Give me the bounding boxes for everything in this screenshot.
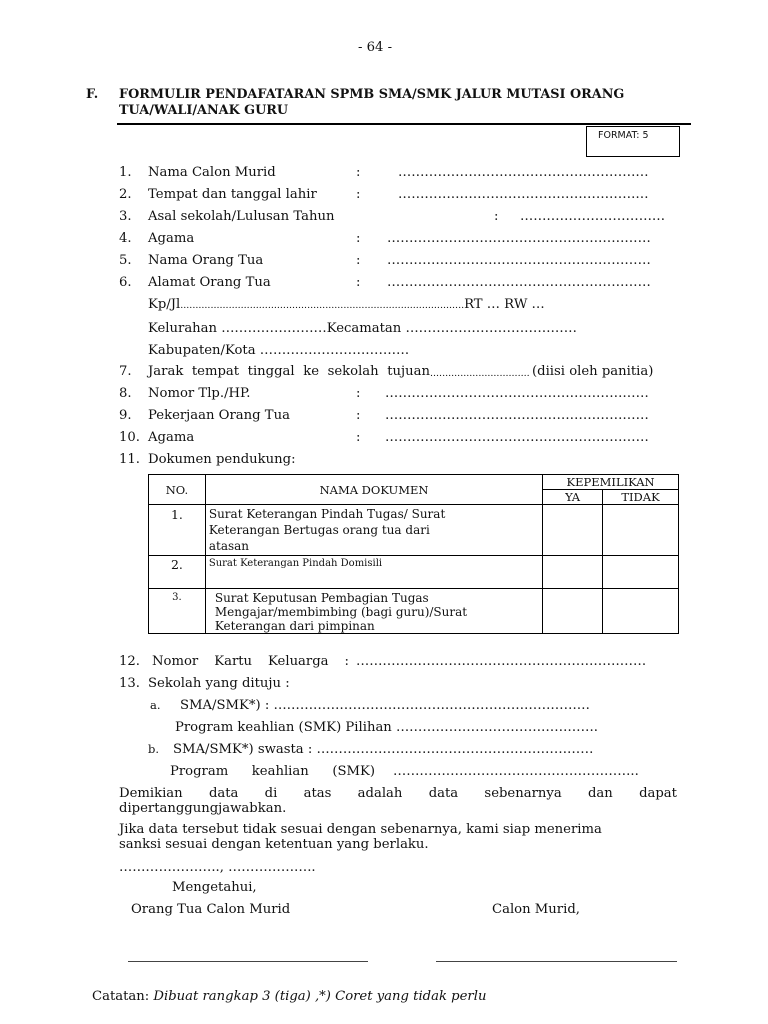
field-label: Agama xyxy=(148,231,195,246)
document-name xyxy=(205,556,542,589)
col-header-name: NAMA DOKUMEN xyxy=(205,475,542,505)
field-number: 4. xyxy=(119,231,132,246)
field-colon: : xyxy=(356,187,361,202)
field7-note: (diisi oleh panitia) xyxy=(532,364,654,379)
field-number: 1. xyxy=(119,165,132,180)
field-label: Tempat dan tanggal lahir xyxy=(148,187,317,202)
ownership-yes-cell[interactable] xyxy=(543,556,603,589)
place-date[interactable]: ………………….., ……………….. xyxy=(119,860,316,875)
field-number: 3. xyxy=(119,209,132,224)
ownership-no-cell[interactable] xyxy=(603,589,679,634)
document-name-line: Keterangan dari pimpinan xyxy=(214,619,375,633)
row-number: 2. xyxy=(149,556,206,589)
ownership-yes-cell[interactable] xyxy=(543,505,603,556)
field12-dots[interactable]: ………………………………………………………… xyxy=(356,654,647,669)
field12-word: Nomor xyxy=(152,654,199,669)
field-fill-dots[interactable]: …………………………………………………… xyxy=(385,386,649,401)
field-colon: : xyxy=(494,209,499,224)
signature-line-right[interactable] xyxy=(436,961,677,962)
footer-note xyxy=(92,989,486,1004)
field-number: 13. xyxy=(119,676,140,691)
statement-word: di xyxy=(264,786,278,801)
field-label: Alamat Orang Tua xyxy=(148,275,271,290)
section-letter: F. xyxy=(86,87,99,102)
field-label: Nomor Tlp./HP. xyxy=(148,386,251,401)
statement-word: dapat xyxy=(639,786,677,801)
field7-word: tujuan xyxy=(387,364,430,379)
option-a-program[interactable]: Program keahlian (SMK) Pilihan ………………………………………. xyxy=(175,720,598,735)
col-header-ownership: KEPEMILIKAN xyxy=(543,475,679,490)
field-number: 7. xyxy=(119,364,132,379)
field-number: 11. xyxy=(119,452,140,467)
field-colon: : xyxy=(356,165,361,180)
ownership-yes-cell[interactable] xyxy=(543,589,603,634)
field-number: 10. xyxy=(119,430,140,445)
field-fill-dots[interactable]: …………………………………………………… xyxy=(387,253,651,268)
note-text: Dibuat rangkap 3 (tiga) ,*) Coret yang tidak perlu xyxy=(153,989,487,1004)
kp-dots[interactable]: .............................................................................................. xyxy=(180,300,465,311)
field-colon: : xyxy=(356,231,361,246)
statement-word: data xyxy=(428,786,459,801)
option-b-program-word: (SMK) xyxy=(332,764,375,779)
option-b-letter: b. xyxy=(148,742,160,756)
field-colon: : xyxy=(356,430,361,445)
document-name-line: Surat Keterangan Pindah Domisili xyxy=(208,558,383,569)
field7-dots[interactable]: ................................. xyxy=(430,368,530,379)
ownership-no-cell[interactable] xyxy=(603,556,679,589)
option-b-program-label xyxy=(170,764,375,779)
document-name-line: atasan xyxy=(208,539,250,553)
field12-label xyxy=(152,654,349,669)
acknowledge-label: Mengetahui, xyxy=(172,880,257,895)
field7-label xyxy=(148,364,430,379)
format-box xyxy=(586,126,680,157)
field-number: 5. xyxy=(119,253,132,268)
field-number: 12. xyxy=(119,654,140,669)
field-label: Sekolah yang dituju : xyxy=(148,676,290,691)
field-label: Asal sekolah/Lulusan Tahun xyxy=(148,209,335,224)
statement-line2: dipertanggungjawabkan. xyxy=(119,801,287,816)
form-title-line2: TUA/WALI/ANAK GURU xyxy=(119,103,289,118)
format-label: FORMAT: 5 xyxy=(598,130,649,141)
kp-label: Kp/Jl xyxy=(148,297,181,312)
document-name-line: Keterangan Bertugas orang tua dari xyxy=(208,523,430,537)
signer-right-label: Calon Murid, xyxy=(492,902,580,917)
field-number: 6. xyxy=(119,275,132,290)
signature-line-left[interactable] xyxy=(128,961,368,962)
statement-line3: Jika data tersebut tidak sesuai dengan sebenarnya, kami siap menerima xyxy=(119,822,602,837)
option-a-text[interactable]: SMA/SMK*) : ……………………………………………………………… xyxy=(180,698,590,713)
field-label: Nama Calon Murid xyxy=(148,165,276,180)
field-label: Agama xyxy=(148,430,195,445)
row-number: 3. xyxy=(149,589,206,634)
ownership-no-cell[interactable] xyxy=(603,505,679,556)
address-kelurahan-line[interactable]: Kelurahan ……………………Kecamatan ………………………………… xyxy=(148,321,577,336)
field7-word: tempat xyxy=(191,364,240,379)
statement-word: sebenarnya xyxy=(484,786,562,801)
field-fill-dots[interactable]: ………………………………………………… xyxy=(398,187,649,202)
document-name xyxy=(205,589,542,634)
field7-word: ke xyxy=(303,364,319,379)
statement-word: data xyxy=(208,786,239,801)
field-colon: : xyxy=(356,275,361,290)
field-number: 2. xyxy=(119,187,132,202)
option-b-program-dots[interactable]: ……………………………………………….. xyxy=(393,764,639,779)
statement-word: adalah xyxy=(357,786,403,801)
row-number: 1. xyxy=(149,505,206,556)
page-number: - 64 - xyxy=(358,40,393,55)
statement-line4: sanksi sesuai dengan ketentuan yang berlaku. xyxy=(119,837,429,852)
option-a-letter: a. xyxy=(150,698,161,712)
field-colon: : xyxy=(356,408,361,423)
address-kabupaten-line[interactable]: Kabupaten/Kota ……………………………. xyxy=(148,343,410,358)
field7-word: tinggal xyxy=(247,364,295,379)
field-colon: : xyxy=(356,253,361,268)
table-row xyxy=(149,556,679,589)
statement-word: atas xyxy=(303,786,332,801)
document-name-line: Surat Keputusan Pembagian Tugas xyxy=(214,591,429,605)
document-name-line: Surat Keterangan Pindah Tugas/ Surat xyxy=(208,507,446,521)
field7-word: sekolah xyxy=(327,364,379,379)
col-header-yes: YA xyxy=(543,490,603,505)
field-label: Nama Orang Tua xyxy=(148,253,264,268)
document-name-line: Mengajar/membimbing (bagi guru)/Surat xyxy=(214,605,468,619)
statement-word: Demikian xyxy=(119,786,183,801)
option-b-text[interactable]: SMA/SMK*) swasta : ……………………………………………………… xyxy=(173,742,594,757)
table-row xyxy=(149,589,679,634)
field-fill-dots[interactable]: …………………………………………………… xyxy=(385,408,649,423)
field-number: 8. xyxy=(119,386,132,401)
field12-word: Kartu xyxy=(214,654,253,669)
note-label: Catatan: xyxy=(92,989,150,1004)
field-label: Pekerjaan Orang Tua xyxy=(148,408,290,423)
signer-left-label: Orang Tua Calon Murid xyxy=(131,902,291,917)
field-fill-dots[interactable]: …………………………………………………… xyxy=(387,231,651,246)
field-label: Dokumen pendukung: xyxy=(148,452,296,467)
field12-word: : xyxy=(344,654,349,669)
field-fill-dots[interactable]: ………………………………………………… xyxy=(398,165,649,180)
field-number: 9. xyxy=(119,408,132,423)
option-b-program-word: keahlian xyxy=(251,764,309,779)
field-fill-dots[interactable]: …………………………………………………… xyxy=(385,430,649,445)
table-row xyxy=(149,505,679,556)
field7-word: Jarak xyxy=(148,364,184,379)
table-header-row xyxy=(149,475,679,490)
field12-word: Keluarga xyxy=(268,654,329,669)
col-header-no-own: TIDAK xyxy=(603,490,679,505)
rt-rw[interactable]: RT … RW … xyxy=(464,297,545,312)
option-b-program-word: Program xyxy=(170,764,229,779)
header-rule xyxy=(117,123,691,125)
field-fill-dots[interactable]: …………………………… xyxy=(520,209,666,224)
statement-word: dan xyxy=(587,786,613,801)
col-header-no: NO. xyxy=(149,475,206,505)
field-fill-dots[interactable]: …………………………………………………… xyxy=(387,275,651,290)
field-colon: : xyxy=(356,386,361,401)
address-kp-line xyxy=(148,297,545,312)
form-title-line1: FORMULIR PENDAFATARAN SPMB SMA/SMK JALUR MUTASI ORANG xyxy=(119,87,625,102)
statement-line1 xyxy=(119,786,677,801)
document-name xyxy=(205,505,542,556)
documents-table xyxy=(148,474,679,634)
